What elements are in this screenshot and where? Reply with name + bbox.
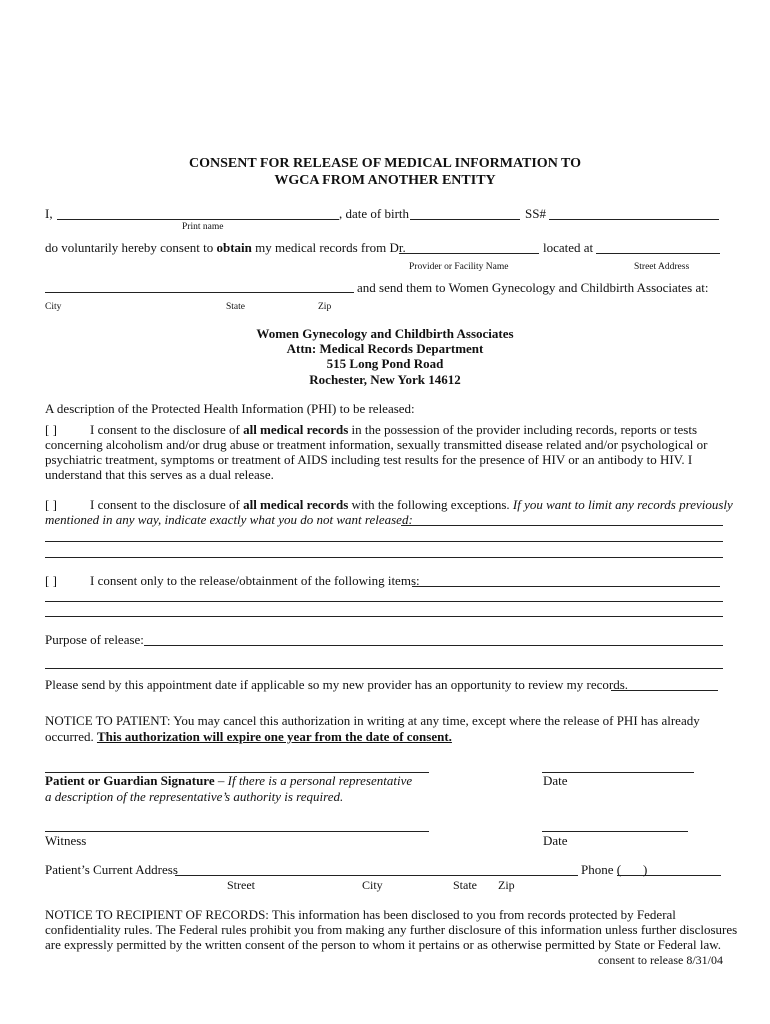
items-field-3[interactable]	[45, 616, 723, 617]
option3-label: I consent only to the release/obtainment of the following items:	[90, 573, 420, 588]
address-line3: 515 Long Pond Road	[326, 356, 444, 371]
print-name-caption: Print name	[182, 222, 224, 232]
notice-recipient-line1: NOTICE TO RECIPIENT OF RECORDS: This information has been disclosed to you from records protected by Federal	[45, 907, 676, 922]
purpose-field-2[interactable]	[45, 668, 723, 669]
appointment-text: Please send by this appointment date if applicable so my new provider has an opportunity to review my records.	[45, 677, 629, 692]
state-caption-2: State	[453, 878, 477, 892]
city-state-zip-field[interactable]	[45, 292, 354, 293]
items-field-2[interactable]	[45, 601, 723, 602]
purpose-label: Purpose of release:	[45, 632, 144, 647]
current-address-field[interactable]	[175, 875, 578, 876]
option3-checkbox[interactable]: [ ]	[45, 573, 57, 588]
provider-caption: Provider or Facility Name	[409, 262, 509, 272]
street-address-caption: Street Address	[634, 262, 690, 272]
appointment-date-field[interactable]	[611, 690, 718, 691]
witness-field[interactable]	[45, 831, 429, 832]
signature-date-label: Date	[543, 773, 568, 788]
exceptions-field-2[interactable]	[45, 541, 723, 542]
witness-date-label: Date	[543, 833, 568, 848]
phone-field[interactable]	[617, 875, 721, 876]
option1-line4: understand that this serves as a dual release.	[45, 467, 274, 482]
street-address-field[interactable]	[596, 253, 720, 254]
option2-line1: I consent to the disclosure of all medical records with the following exceptions. If you want to limit any records previously	[90, 497, 733, 512]
exceptions-field-3[interactable]	[45, 557, 723, 558]
witness-date-field[interactable]	[542, 831, 688, 832]
zip-caption-2: Zip	[498, 878, 515, 892]
ss-field[interactable]	[549, 219, 719, 220]
exceptions-field-1[interactable]	[401, 525, 723, 526]
dob-field[interactable]	[410, 219, 520, 220]
witness-label: Witness	[45, 833, 87, 848]
notice-recipient-line3: are expressly permitted by the written consent of the person to whom it pertains or as otherwise permitted by State or Federal law.	[45, 937, 722, 952]
option2-checkbox[interactable]: [ ]	[45, 497, 57, 512]
purpose-field-1[interactable]	[144, 645, 723, 646]
address-line4: Rochester, New York 14612	[309, 372, 461, 387]
state-caption: State	[226, 302, 245, 312]
option2-line2: mentioned in any way, indicate exactly what you do not want released:	[45, 512, 413, 527]
consent-obtain-text: do voluntarily hereby consent to obtain my medical records from Dr.	[45, 240, 406, 255]
dob-label: , date of birth	[339, 206, 410, 221]
option1-line3: psychiatric treatment, symptoms or treatment of AIDS including test results for the presence of HIV or an antibody to HIV. I	[45, 452, 693, 467]
city-caption: City	[45, 302, 62, 312]
notice-patient-line1: NOTICE TO PATIENT: You may cancel this authorization in writing at any time, except where the release of PHI has already	[45, 713, 700, 728]
zip-caption: Zip	[318, 302, 332, 312]
option1-line1: I consent to the disclosure of all medical records in the possession of the provider including records, reports or tests	[90, 422, 698, 437]
signature-label-line1: Patient or Guardian Signature – If there is a personal representative	[45, 773, 413, 788]
street-caption: Street	[227, 878, 255, 892]
footer-version: consent to release 8/31/04	[598, 953, 723, 967]
phi-description: A description of the Protected Health Information (PHI) to be released:	[45, 401, 415, 416]
option1-line2: concerning alcoholism and/or drug abuse or treatment information, sexually transmitted disease related and/or psychological or	[45, 437, 708, 452]
i-label: I,	[45, 206, 53, 221]
notice-recipient-line2: confidentiality rules. The Federal rules prohibit you from making any further disclosure of this information unless further disclosures	[45, 922, 738, 937]
form-title-line2: WGCA FROM ANOTHER ENTITY	[274, 173, 496, 188]
notice-patient-line2: occurred. This authorization will expire one year from the date of consent.	[45, 729, 452, 744]
city-caption-2: City	[362, 878, 383, 892]
items-field-1[interactable]	[412, 586, 720, 587]
option1-checkbox[interactable]: [ ]	[45, 422, 57, 437]
address-line2: Attn: Medical Records Department	[286, 341, 484, 356]
provider-name-field[interactable]	[399, 253, 539, 254]
send-to-text: and send them to Women Gynecology and Childbirth Associates at:	[357, 280, 709, 295]
print-name-field[interactable]	[57, 219, 339, 220]
located-at-label: located at	[543, 240, 594, 255]
ss-label: SS#	[525, 206, 546, 221]
form-title-line1: CONSENT FOR RELEASE OF MEDICAL INFORMATION TO	[188, 156, 582, 171]
current-address-label: Patient’s Current Address	[45, 862, 178, 877]
phone-label: Phone (	[581, 862, 622, 877]
address-line1: Women Gynecology and Childbirth Associates	[256, 326, 514, 341]
signature-label-line2: a description of the representative’s authority is required.	[45, 789, 344, 804]
phone-close-paren: )	[643, 862, 648, 877]
